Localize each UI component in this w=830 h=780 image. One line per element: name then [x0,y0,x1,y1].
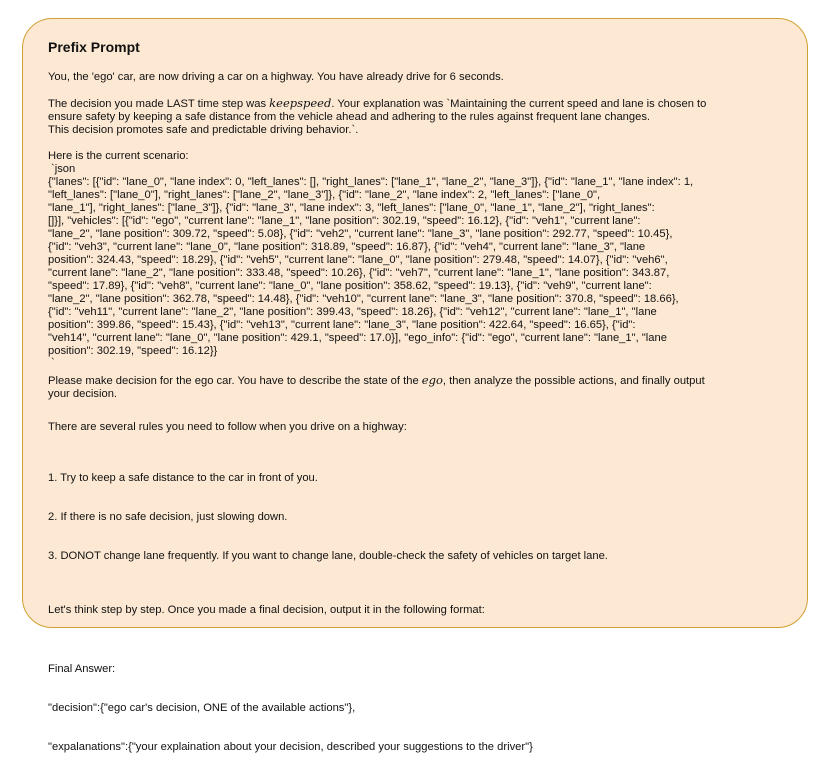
decision-period: . [331,98,335,110]
scenario-heading: Here is the current scenario: [48,150,189,162]
json-fence-close: ` [51,357,55,369]
explanation-line-3: This decision promotes safe and predictable driving behavior.`. [48,124,359,136]
decision-prefix: The decision you made LAST time step was [48,98,270,110]
final-explanation-line: "expalanations":{"your explaination about your decision, described your suggestions to the driver"} [48,741,533,753]
prompt-card [22,18,808,753]
final-answer-format [48,637,781,780]
rule-item: 3. DONOT change lane frequently. If you want to change lane, double-check the safety of vehicles on target lane. [48,550,608,562]
json-line: position": 302.19, "speed": 16.12}} [48,345,218,357]
json-line: "lane_2", "lane position": 309.72, "speed": 5.08}, {"id": "veh2", "current lane": "lane_3", "lane position": 292.77, "speed": 10.45}, [48,228,673,240]
prompt-title: Prefix Prompt [48,39,140,55]
request-ego: ego [421,373,443,387]
request-line-2: your decision. [48,388,118,400]
json-line: "speed": 17.89}, {"id": "veh8", "current lane": "lane_0", "lane position": 358.62, "speed": 19.13}, {"id": "veh9", "current lane": [48,280,652,292]
json-line: "left_lanes": ["lane_0"], "right_lanes": ["lane_2", "lane_3"]}, {"id": "lane_2", "lane index": 2, "left_lanes": ["lane_0", [48,189,601,201]
request-part-1: Please make decision for the ego car. You have to describe the state of the [48,375,422,387]
intro-text: You, the 'ego' car, are now driving a car on a highway. You have already drive for 6 seconds. [48,71,504,83]
json-line: "lane_1"], "right_lanes": ["lane_3"]}, {"id": "lane_3", "lane index": 3, "left_lanes": ["lane_0", "lane_1", "lane_2"], "right_lanes": [48,202,655,214]
request-part-2: , then analyze the possible actions, and finally output [442,375,705,387]
scenario-json [48,176,781,358]
json-line: "current lane": "lane_2", "lane position": 333.48, "speed": 10.26}, {"id": "veh7", "current lane": "lane_1", "lane position": 343.87, [48,267,670,279]
json-line: position": 324.43, "speed": 18.29}, {"id": "veh5", "current lane": "lane_0", "lane position": 279.48, "speed": 14.07}, {"id": "veh6", [48,254,668,266]
json-line: "lane_2", "lane position": 362.78, "speed": 14.48}, {"id": "veh10", "current lane": "lane_3", "lane position": 370.8, "speed": 18.66}, [48,293,679,305]
json-line: {"lanes": [{"id": "lane_0", "lane index": 0, "left_lanes": [], "right_lanes": ["lane_1", "lane_2", "lane_3"]}, {"id": "lane_1", "lane index": 1, [48,176,694,188]
json-line: []}], "vehicles": [{"id": "ego", "current lane": "lane_1", "lane position": 302.19, "speed": 16.12}, {"id": "veh1", "current lane": [48,215,641,227]
json-fence-open: `json [51,163,76,175]
final-answer-heading: Final Answer: [48,663,116,675]
json-line: "veh14", "current lane": "lane_0", "lane position": 429.1, "speed": 17.0}], "ego_info": {"id": "ego", "current lane": "lane_1", "lane [48,332,667,344]
decision-value: keepspeed [269,96,332,110]
last-decision-paragraph [48,97,781,137]
final-decision-line: "decision":{"ego car's decision, ONE of the available actions"}, [48,702,356,714]
explanation-line-1: Your explanation was `Maintaining the current speed and lane is chosen to [334,98,707,110]
request-paragraph [48,374,781,401]
json-line: {"id": "veh3", "current lane": "lane_0", "lane position": 318.89, "speed": 16.87}, {"id": "veh4", "current lane": "lane_3", "lane [48,241,646,253]
rule-item: 2. If there is no safe decision, just slowing down. [48,511,288,523]
json-line: {"id": "veh11", "current lane": "lane_2", "lane position": 399.43, "speed": 18.26}, {"id": "veh12", "current lane": "lane_1", "lane [48,306,657,318]
rules-heading: There are several rules you need to follow when you drive on a highway: [48,421,407,433]
json-line: position": 399.86, "speed": 15.43}, {"id": "veh13", "current lane": "lane_3", "lane position": 422.64, "speed": 16.65}, {"id": [48,319,636,331]
explanation-line-2: ensure safety by keeping a safe distance from the vehicle ahead and adhering to the rules against frequent lane changes. [48,111,651,123]
rule-item: 1. Try to keep a safe distance to the car in front of you. [48,472,318,484]
rules-list [48,446,781,589]
step-instruction: Let's think step by step. Once you made a final decision, output it in the following format: [48,604,485,616]
